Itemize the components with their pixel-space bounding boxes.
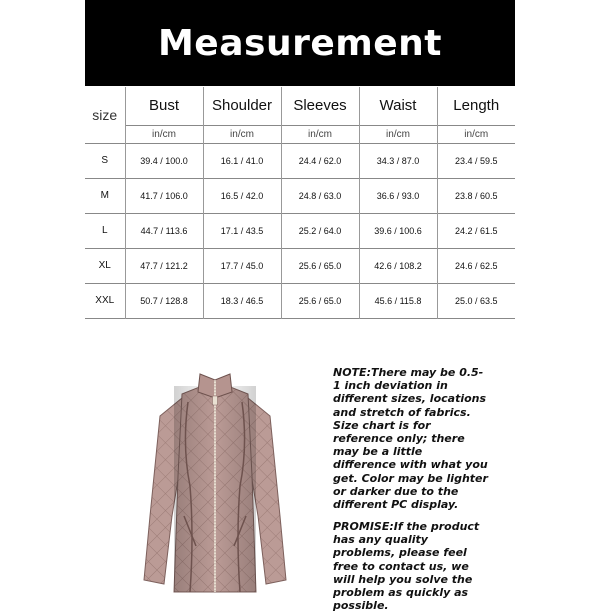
table-cell: 23.8 / 60.5 bbox=[454, 190, 498, 201]
column-header-length: Length bbox=[453, 97, 500, 115]
table-cell: 16.5 / 42.0 bbox=[203, 178, 281, 213]
table-cell: 36.6 / 93.0 bbox=[359, 178, 437, 213]
unit-label: in/cm bbox=[281, 125, 359, 143]
size-label: XL bbox=[85, 248, 125, 283]
table-row bbox=[85, 213, 515, 248]
size-chart-table bbox=[85, 87, 515, 319]
column-header-shoulder: Shoulder bbox=[203, 87, 281, 125]
size-note-text: NOTE:There may be 0.5-1 inch deviation in different sizes, locations and stretch of fabrics. Size chart is for reference only; there may be a little difference with what you get. Color may be lighter or darker due to the different PC display. bbox=[333, 366, 488, 512]
table-cell: 17.7 / 45.0 bbox=[203, 248, 281, 283]
unit-label: in/cm bbox=[125, 125, 203, 143]
table-cell: 24.2 / 61.5 bbox=[454, 225, 498, 236]
table-cell: 17.1 / 43.5 bbox=[203, 213, 281, 248]
size-label: M bbox=[85, 178, 125, 213]
table-cell: 16.1 / 41.0 bbox=[203, 143, 281, 178]
table-cell: 24.6 / 62.5 bbox=[454, 260, 498, 271]
table-cell: 25.6 / 65.0 bbox=[281, 283, 359, 318]
table-cell: 50.7 / 128.8 bbox=[125, 283, 203, 318]
table-cell: 25.6 / 65.0 bbox=[281, 248, 359, 283]
table-cell: 39.6 / 100.6 bbox=[359, 213, 437, 248]
size-label: L bbox=[85, 213, 125, 248]
table-cell: 18.3 / 46.5 bbox=[203, 283, 281, 318]
size-label: S bbox=[85, 143, 125, 178]
column-header-bust: Bust bbox=[125, 87, 203, 125]
page-title: Measurement bbox=[157, 22, 443, 64]
table-cell: 25.0 / 63.5 bbox=[454, 295, 498, 306]
table-cell: 25.2 / 64.0 bbox=[281, 213, 359, 248]
table-row bbox=[85, 143, 515, 178]
table-row bbox=[85, 283, 515, 318]
table-cell: 39.4 / 100.0 bbox=[125, 143, 203, 178]
table-unit-row bbox=[85, 125, 515, 143]
table-cell: 42.6 / 108.2 bbox=[359, 248, 437, 283]
column-header-waist: Waist bbox=[359, 87, 437, 125]
table-cell: 41.7 / 106.0 bbox=[125, 178, 203, 213]
quality-promise-text: PROMISE:If the product has any quality problems, please feel free to contact us, we will help you solve the problem as quickly as possible. bbox=[333, 520, 480, 612]
table-cell: 44.7 / 113.6 bbox=[125, 213, 203, 248]
unit-label: in/cm bbox=[464, 128, 489, 140]
table-cell: 47.7 / 121.2 bbox=[125, 248, 203, 283]
unit-label: in/cm bbox=[203, 125, 281, 143]
column-header-sleeves: Sleeves bbox=[281, 87, 359, 125]
table-cell: 24.4 / 62.0 bbox=[281, 143, 359, 178]
table-cell: 23.4 / 59.5 bbox=[454, 155, 498, 166]
table-cell: 34.3 / 87.0 bbox=[359, 143, 437, 178]
title-banner bbox=[85, 0, 515, 86]
table-header-row bbox=[85, 87, 515, 125]
table-cell: 24.8 / 63.0 bbox=[281, 178, 359, 213]
table-row bbox=[85, 178, 515, 213]
table-row bbox=[85, 248, 515, 283]
quilted-jacket-illustration bbox=[140, 366, 290, 596]
size-column-header: size bbox=[85, 87, 125, 143]
product-image bbox=[140, 366, 290, 596]
unit-label: in/cm bbox=[359, 125, 437, 143]
size-label: XXL bbox=[85, 283, 125, 318]
table-cell: 45.6 / 115.8 bbox=[359, 283, 437, 318]
